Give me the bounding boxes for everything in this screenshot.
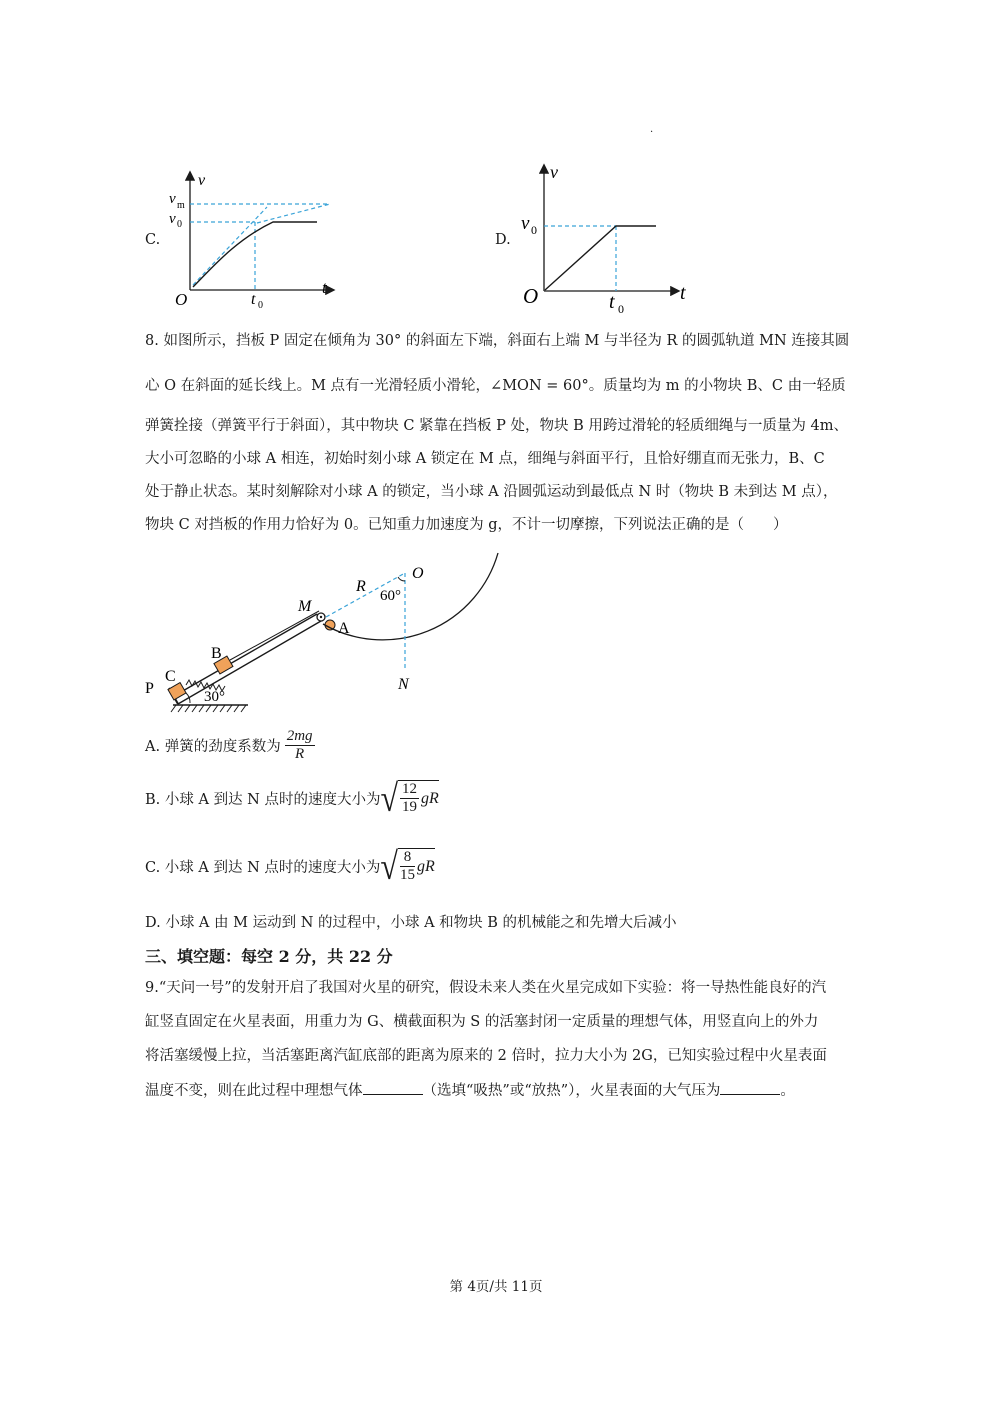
q8-line-3: 弹簧拴接（弹簧平行于斜面），其中物块 C 紧靠在挡板 P 处，物块 B 用跨过滑轮的轻质细绳与一质量为 4m、 [145, 418, 848, 434]
option-a-den: R [295, 746, 305, 762]
label-n: N [398, 676, 409, 693]
graph-d-v0: v [521, 213, 530, 234]
page-footer: 第 4页/共 11页 [449, 1279, 543, 1295]
graph-d-t0-sub: 0 [618, 302, 624, 316]
option-a-text: A. 弹簧的劲度系数为 [145, 739, 281, 755]
graph-c-vm-sub: m [177, 200, 185, 211]
q9-line-3: 将活塞缓慢上拉，当活塞距离汽缸底部的距离为原来的 2 倍时，拉力大小为 2G，已知实验过程中火星表面 [145, 1048, 827, 1064]
q9-blank-2[interactable] [720, 1080, 780, 1095]
q9-line-4-a: 温度不变，则在此过程中理想气体 [145, 1083, 363, 1099]
block-c [168, 683, 186, 700]
string [230, 611, 319, 660]
option-c-text: C. 小球 A 到达 N 点时的速度大小为 [145, 859, 381, 876]
graph-d [515, 158, 700, 316]
graph-c-axis-x: t [322, 278, 327, 297]
option-c-sqrt: √ $\frac{8}{15}$ gR [380, 844, 435, 888]
q9-line-4-b: （选填“吸热”或“放热”），火星表面的大气压为 [422, 1083, 721, 1099]
option-c-den: 15 [399, 867, 415, 883]
graph-c-label: C. [145, 232, 161, 248]
q8-line-1: 8. 如图所示，挡板 P 固定在倾角为 30° 的斜面左下端，斜面右上端 M 与半径为 R 的圆弧轨道 MN 连接其圆 [145, 333, 850, 349]
q9-line-1: 9.“天问一号”的发射开启了我国对火星的研究，假设未来人类在火星完成如下实验：将一导热性能良好的汽 [145, 980, 827, 996]
option-b [145, 776, 439, 820]
section-3-title: 三、填空题：每空 2 分，共 22 分 [145, 947, 393, 966]
ground-hatch [171, 705, 246, 712]
q8-line-5: 处于静止状态。某时刻解除对小球 A 的锁定，当小球 A 沿圆弧运动到最低点 N 时（物块 B 未到达 M 点）， [145, 484, 838, 500]
graph-d-label: D. [495, 232, 511, 248]
q9-line-4-c: 。 [780, 1083, 795, 1099]
graph-d-axis-y: v [550, 162, 558, 182]
option-d: D. 小球 A 由 M 运动到 N 的过程中，小球 A 和物块 B 的机械能之和先增大后减小 [145, 915, 677, 931]
graph-c-t0-sub: 0 [258, 300, 263, 310]
graph-c-vm: v [169, 191, 176, 207]
option-a-fraction [285, 728, 315, 763]
option-b-tail: gR [421, 789, 439, 807]
q8-line-4: 大小可忽略的小球 A 相连，初始时刻小球 A 锁定在 M 点，细绳与斜面平行，且恰好绷直而无张力，B、C [145, 451, 825, 467]
q9-line-2: 缸竖直固定在火星表面，用重力为 G、横截面积为 S 的活塞封闭一定质量的理想气体，用竖直向上的外力 [145, 1014, 819, 1030]
q9-line-4 [145, 1080, 795, 1101]
q8-line-2: 心 O 在斜面的延长线上。M 点有一光滑轻质小滑轮，∠MON = 60°。质量均为 m 的小物块 B、C 由一轻质 [145, 378, 846, 394]
label-angle-mon: 60° [380, 588, 401, 604]
graph-c-v0-sub: 0 [177, 219, 182, 230]
label-m: M [298, 598, 312, 615]
graph-d-axis-x: t [680, 282, 686, 304]
label-r: R [356, 578, 366, 595]
option-b-sqrt: √ $\frac{12}{19}$ gR [380, 776, 439, 820]
ball-a [325, 620, 335, 630]
graph-c-tangent-t0 [257, 204, 330, 223]
option-c-num: 8 [400, 849, 415, 867]
option-b-num: 12 [402, 781, 418, 797]
q8-line-6: 物块 C 对挡板的作用力恰好为 0。已知重力加速度为 g，不计一切摩擦，下列说法正确的是（ ） [145, 517, 788, 533]
option-a-num: 2mg [286, 728, 313, 744]
label-a: A [338, 620, 350, 637]
option-a [145, 728, 315, 763]
label-p: P [145, 680, 154, 697]
figure-8 [140, 545, 520, 720]
stray-dot: . [650, 124, 654, 135]
option-c-tail: gR [416, 857, 435, 875]
graph-c-t0: t [251, 291, 256, 308]
graph-d-t0: t [609, 291, 615, 313]
incline-top [174, 614, 317, 696]
incline-bottom [178, 621, 321, 704]
graph-c-axis-y: v [198, 172, 206, 189]
q9-blank-1[interactable] [363, 1080, 423, 1095]
option-b-den: 19 [402, 799, 418, 815]
graph-c-curve [193, 222, 317, 287]
graph-c-origin: O [175, 290, 188, 309]
label-angle-slope: 30° [204, 689, 225, 705]
label-c: C [165, 668, 176, 685]
graph-c-tangent-origin [193, 207, 267, 285]
graph-d-origin: O [523, 284, 539, 308]
label-b: B [211, 645, 222, 662]
graph-d-line [545, 226, 656, 290]
option-b-text: B. 小球 A 到达 N 点时的速度大小为 [145, 791, 381, 808]
graph-c [165, 165, 340, 310]
graph-d-v0-sub: 0 [531, 223, 537, 237]
option-c [145, 844, 435, 888]
label-o: O [412, 565, 424, 582]
angle-mon-arc [398, 577, 405, 581]
graph-c-v0: v [169, 211, 176, 227]
